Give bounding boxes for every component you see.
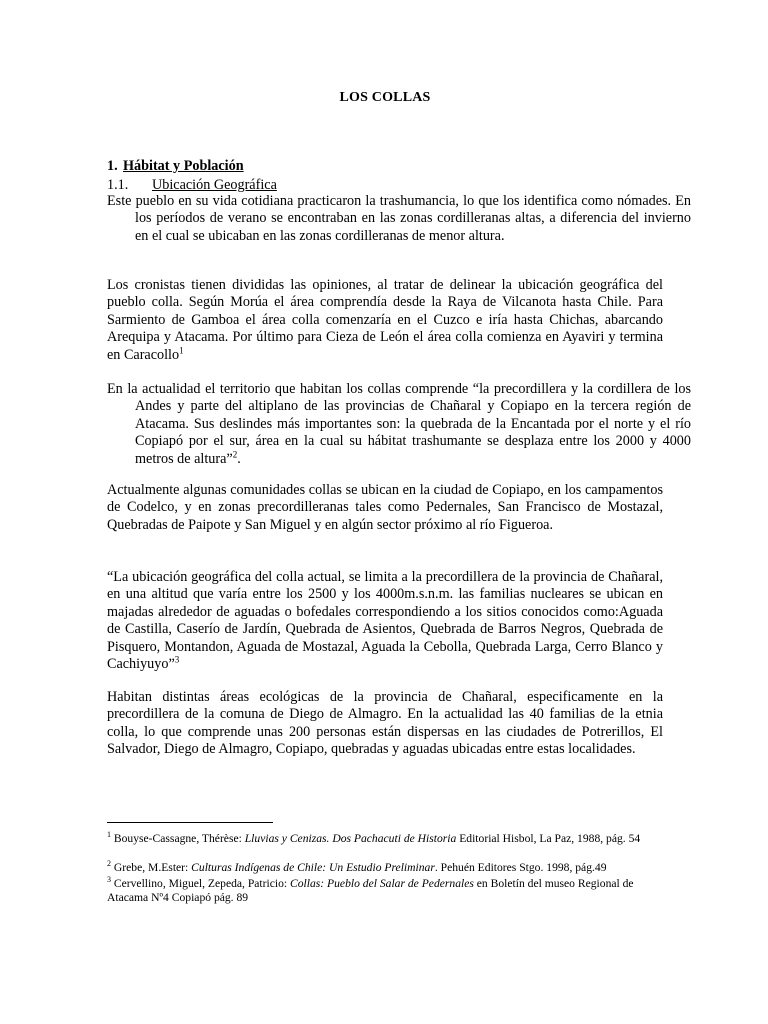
paragraph-5 (107, 569, 663, 673)
footnote-details: Editorial Hisbol, La Paz, 1988, pág. 54 (456, 832, 641, 845)
paragraph-6 (107, 689, 663, 759)
paragraph-text: Habitan distintas áreas ecológicas de la provincia de Chañaral, especificamente en la precordillera de la comuna de Diego de Almagro. En la actualidad las 40 familias de la etnia colla, lo que comprende unas 200 personas están dispersas en las ciudades de Potrerillos, El Salvador, Diego de Almagro, Copiapo, quebradas y aguadas ubicadas entre estas localidades. (107, 689, 663, 758)
footnote-details: . Pehuén Editores Stgo. 1998, pág.49 (434, 861, 607, 874)
paragraph-text: En la actualidad el territorio que habitan los collas comprende “la precordillera y la cordillera de los Andes y parte del altiplano de las provincias de Chañaral y Copiapo en la tercera región de Atacama. Sus deslindes más importantes son: la quebrada de la Encantada por el norte y el río Copiapó por el sur, área en la cual su hábitat trashumante se desplaza entre los 2000 y 4000 metros de altura” (107, 381, 691, 467)
subsection-number: 1.1. (107, 177, 129, 193)
section-heading (107, 157, 244, 175)
footnote-title: Culturas Indígenas de Chile: Un Estudio Preliminar (191, 861, 435, 874)
paragraph-tail: . (237, 450, 241, 467)
footnote-details: en Boletín del museo Regional de Atacama Nº4 Copiapó pág. 89 (107, 877, 634, 904)
subsection-heading (107, 176, 277, 194)
paragraph-2 (107, 277, 663, 364)
footnote-ref: 2 (232, 448, 238, 459)
footnote-title: Lluvias y Cenizas. Dos Pachacuti de Historia (244, 832, 457, 845)
footnote-author: Grebe, M.Ester: (111, 861, 192, 874)
footnote-2 (107, 861, 663, 875)
footnote-author: Cervellino, Miguel, Zepeda, Patricio: (111, 877, 291, 890)
paragraph-1 (107, 193, 691, 245)
section-number: 1. (107, 158, 118, 174)
footnote-ref: 3 (174, 654, 180, 665)
footnote-number: 2 (107, 859, 111, 869)
footnote-number: 1 (107, 830, 111, 840)
page-title: LOS COLLAS (339, 90, 431, 105)
footnote-title: Collas: Pueblo del Salar de Pedernales (290, 877, 474, 890)
subsection-title: Ubicación Geográfica (152, 177, 277, 193)
section-title: Hábitat y Población (123, 158, 244, 174)
paragraph-text: “La ubicación geográfica del colla actual, se limita a la precordillera de la provincia de Chañaral, en una altitud que varía entre los 2500 y los 4000m.s.n.m. las familias nucleares se ubican en majadas alrededor de aguadas o bofedales correspondiendo a los sitios conocidos como:Aguada de Castilla, Caserío de Jardín, Quebrada de Asientos, Quebrada de Barros Negros, Quebrada de Pisquero, Montandon, Aguada de Mostazal, Aguada la Cebolla, Quebrada Larga, Cerro Blanco y Cachiyuyo” (107, 569, 663, 673)
footnote-ref: 1 (179, 344, 184, 355)
paragraph-4 (107, 482, 663, 534)
footnote-3 (107, 877, 663, 905)
paragraph-text: Este pueblo en su vida cotidiana practicaron la trashumancia, lo que los identifica como nómades. En los períodos de verano se encontraban en las zonas cordilleranas altas, a diferencia del invierno en el cual se ubicaban en las zonas cordilleranas de menor altura. (107, 193, 691, 244)
footnote-number: 3 (107, 875, 111, 885)
paragraph-3 (107, 381, 691, 468)
paragraph-text: Actualmente algunas comunidades collas se ubican en la ciudad de Copiapo, en los campamentos de Codelco, y en zonas precordilleranas tales como Pedernales, San Francisco de Mostazal, Quebradas de Paipote y San Miguel y en algún sector próximo al río Figueroa. (107, 482, 663, 533)
paragraph-text: Los cronistas tienen divididas las opiniones, al tratar de delinear la ubicación geográfica del pueblo colla. Según Morúa el área comprendía desde la Raya de Vilcanota hasta Chile. Para Sarmiento de Gamboa el área colla comenzaría en el Cuzco e iría hasta Chichas, abarcando Arequipa y Atacama. Por último para Cieza de León el área colla comienza en Ayaviri y termina en Caracollo (107, 277, 663, 363)
footnote-author: Bouyse-Cassagne, Thérèse: (111, 832, 245, 845)
footnote-divider (107, 822, 273, 823)
footnote-1 (107, 832, 663, 846)
